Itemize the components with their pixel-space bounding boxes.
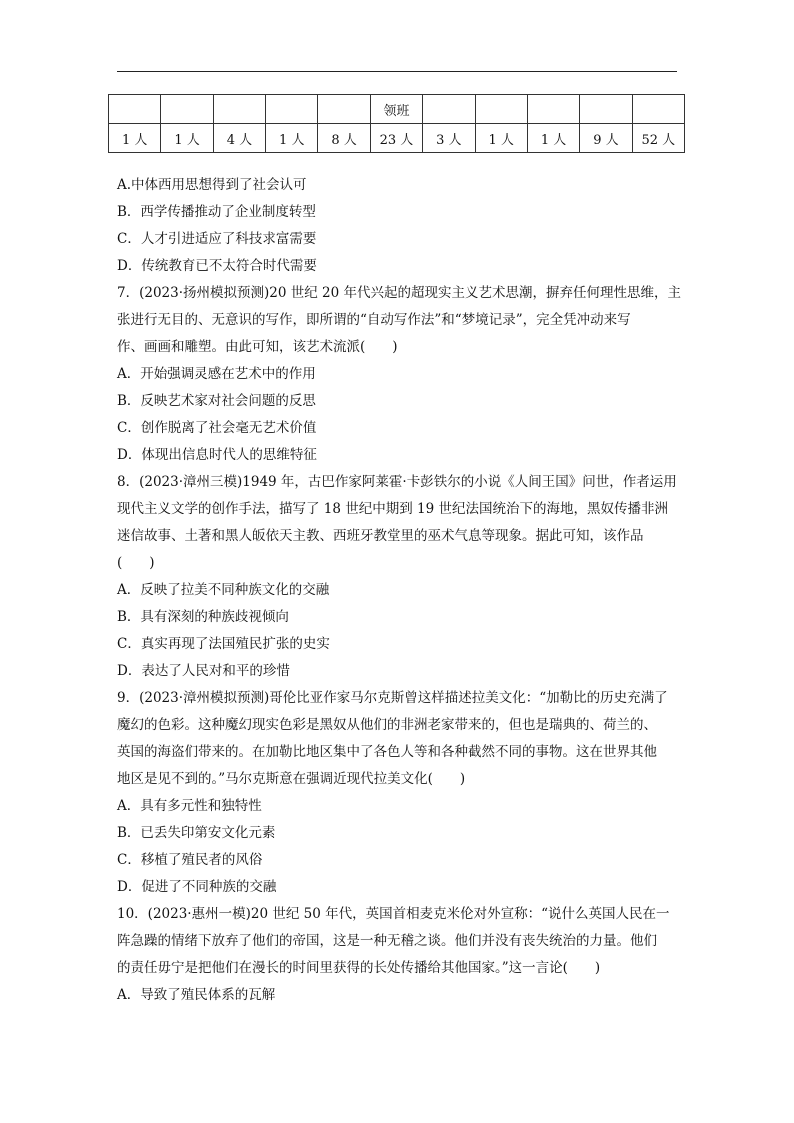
table-cell <box>475 95 527 124</box>
header-rule <box>117 71 677 72</box>
option-c: C．移植了殖民者的风俗 <box>117 852 263 868</box>
table-cell <box>580 95 632 124</box>
table-cell: 1 人 <box>266 124 318 153</box>
option-b: B．西学传播推动了企业制度转型 <box>117 204 316 220</box>
option-a: A．反映了拉美不同种族文化的交融 <box>117 582 330 598</box>
table-cell: 4 人 <box>213 124 265 153</box>
table-row <box>109 124 685 153</box>
option-a: A．开始强调灵感在艺术中的作用 <box>117 366 316 382</box>
option-a: A．导致了殖民体系的瓦解 <box>117 987 276 1003</box>
table-cell: 1 人 <box>475 124 527 153</box>
table-cell <box>213 95 265 124</box>
question-stem-line: 9．(2023·漳州模拟预测)哥伦比亚作家马尔克斯曾这样描述拉美文化：“加勒比的历史充满了 <box>117 690 668 706</box>
question-stem-line: 现代主义文学的创作手法，描写了 18 世纪中期到 19 世纪法国统治下的海地，黑奴传播非洲 <box>117 501 669 517</box>
option-d: D．传统教育已不太符合时代需要 <box>117 258 317 274</box>
table-cell: 9 人 <box>580 124 632 153</box>
table-cell <box>527 95 579 124</box>
option-b: B．已丢失印第安文化元素 <box>117 825 276 841</box>
question-content <box>117 172 683 1009</box>
option-c: C．真实再现了法国殖民扩张的史实 <box>117 636 330 652</box>
table-cell <box>109 95 161 124</box>
table-cell <box>318 95 370 124</box>
table-cell: 52 人 <box>632 124 684 153</box>
table-cell: 3 人 <box>423 124 475 153</box>
option-d: D．促进了不同种族的交融 <box>117 879 277 895</box>
question-stem-line: 魔幻的色彩。这种魔幻现实色彩是黑奴从他们的非洲老家带来的，但也是瑞典的、荷兰的、 <box>117 717 657 733</box>
option-c: C．创作脱离了社会毫无艺术价值 <box>117 420 317 436</box>
question-stem-line: 作、画画和雕塑。由此可知，该艺术流派( ) <box>117 339 398 355</box>
table-cell <box>632 95 684 124</box>
option-c: C．人才引进适应了科技求富需要 <box>117 231 317 247</box>
table-cell: 8 人 <box>318 124 370 153</box>
question-stem-line: 的责任毋宁是把他们在漫长的时间里获得的长处传播给其他国家。”这一言论( ) <box>117 960 601 976</box>
option-b: B．反映艺术家对社会问题的反思 <box>117 393 316 409</box>
question-stem-line: ( ) <box>117 555 155 571</box>
table-cell: 23 人 <box>370 124 422 153</box>
question-stem-line: 8．(2023·漳州三模)1949 年，古巴作家阿莱霍·卡彭铁尔的小说《人间王国》问世，作者运用 <box>117 474 677 490</box>
question-stem-line: 7．(2023·扬州模拟预测)20 世纪 20 年代兴起的超现实主义艺术思潮，摒弃任何理性思维，主 <box>117 285 681 301</box>
question-stem-line: 张进行无目的、无意识的写作，即所谓的“自动写作法”和“梦境记录”，完全凭冲动来写 <box>117 312 631 328</box>
question-stem-line: 迷信故事、土著和黑人皈依天主教、西班牙教堂里的巫术气息等现象。据此可知，该作品 <box>117 528 644 544</box>
table-cell: 1 人 <box>161 124 213 153</box>
option-a: A.中体西用思想得到了社会认可 <box>117 177 307 193</box>
question-stem-line: 10．(2023·惠州一模)20 世纪 50 年代，英国首相麦克米伦对外宣称：“说什么英国人民在一 <box>117 906 670 922</box>
question-stem-line: 地区是见不到的。”马尔克斯意在强调近现代拉美文化( ) <box>117 771 466 787</box>
table-cell: 1 人 <box>527 124 579 153</box>
statistics-table <box>108 94 685 153</box>
table-cell <box>161 95 213 124</box>
table-cell <box>266 95 318 124</box>
table-row <box>109 95 685 124</box>
question-stem-line: 英国的海盗们带来的。在加勒比地区集中了各色人等和各种截然不同的事物。这在世界其他 <box>117 744 657 760</box>
option-a: A．具有多元性和独特性 <box>117 798 262 814</box>
option-d: D．体现出信息时代人的思维特征 <box>117 447 317 463</box>
table-cell: 1 人 <box>109 124 161 153</box>
table-cell: 领班 <box>370 95 422 124</box>
option-d: D．表达了人民对和平的珍惜 <box>117 663 290 679</box>
table-cell <box>423 95 475 124</box>
option-b: B．具有深刻的种族歧视倾向 <box>117 609 289 625</box>
question-stem-line: 阵急躁的情绪下放弃了他们的帝国，这是一种无稽之谈。他们并没有丧失统治的力量。他们 <box>117 933 657 949</box>
